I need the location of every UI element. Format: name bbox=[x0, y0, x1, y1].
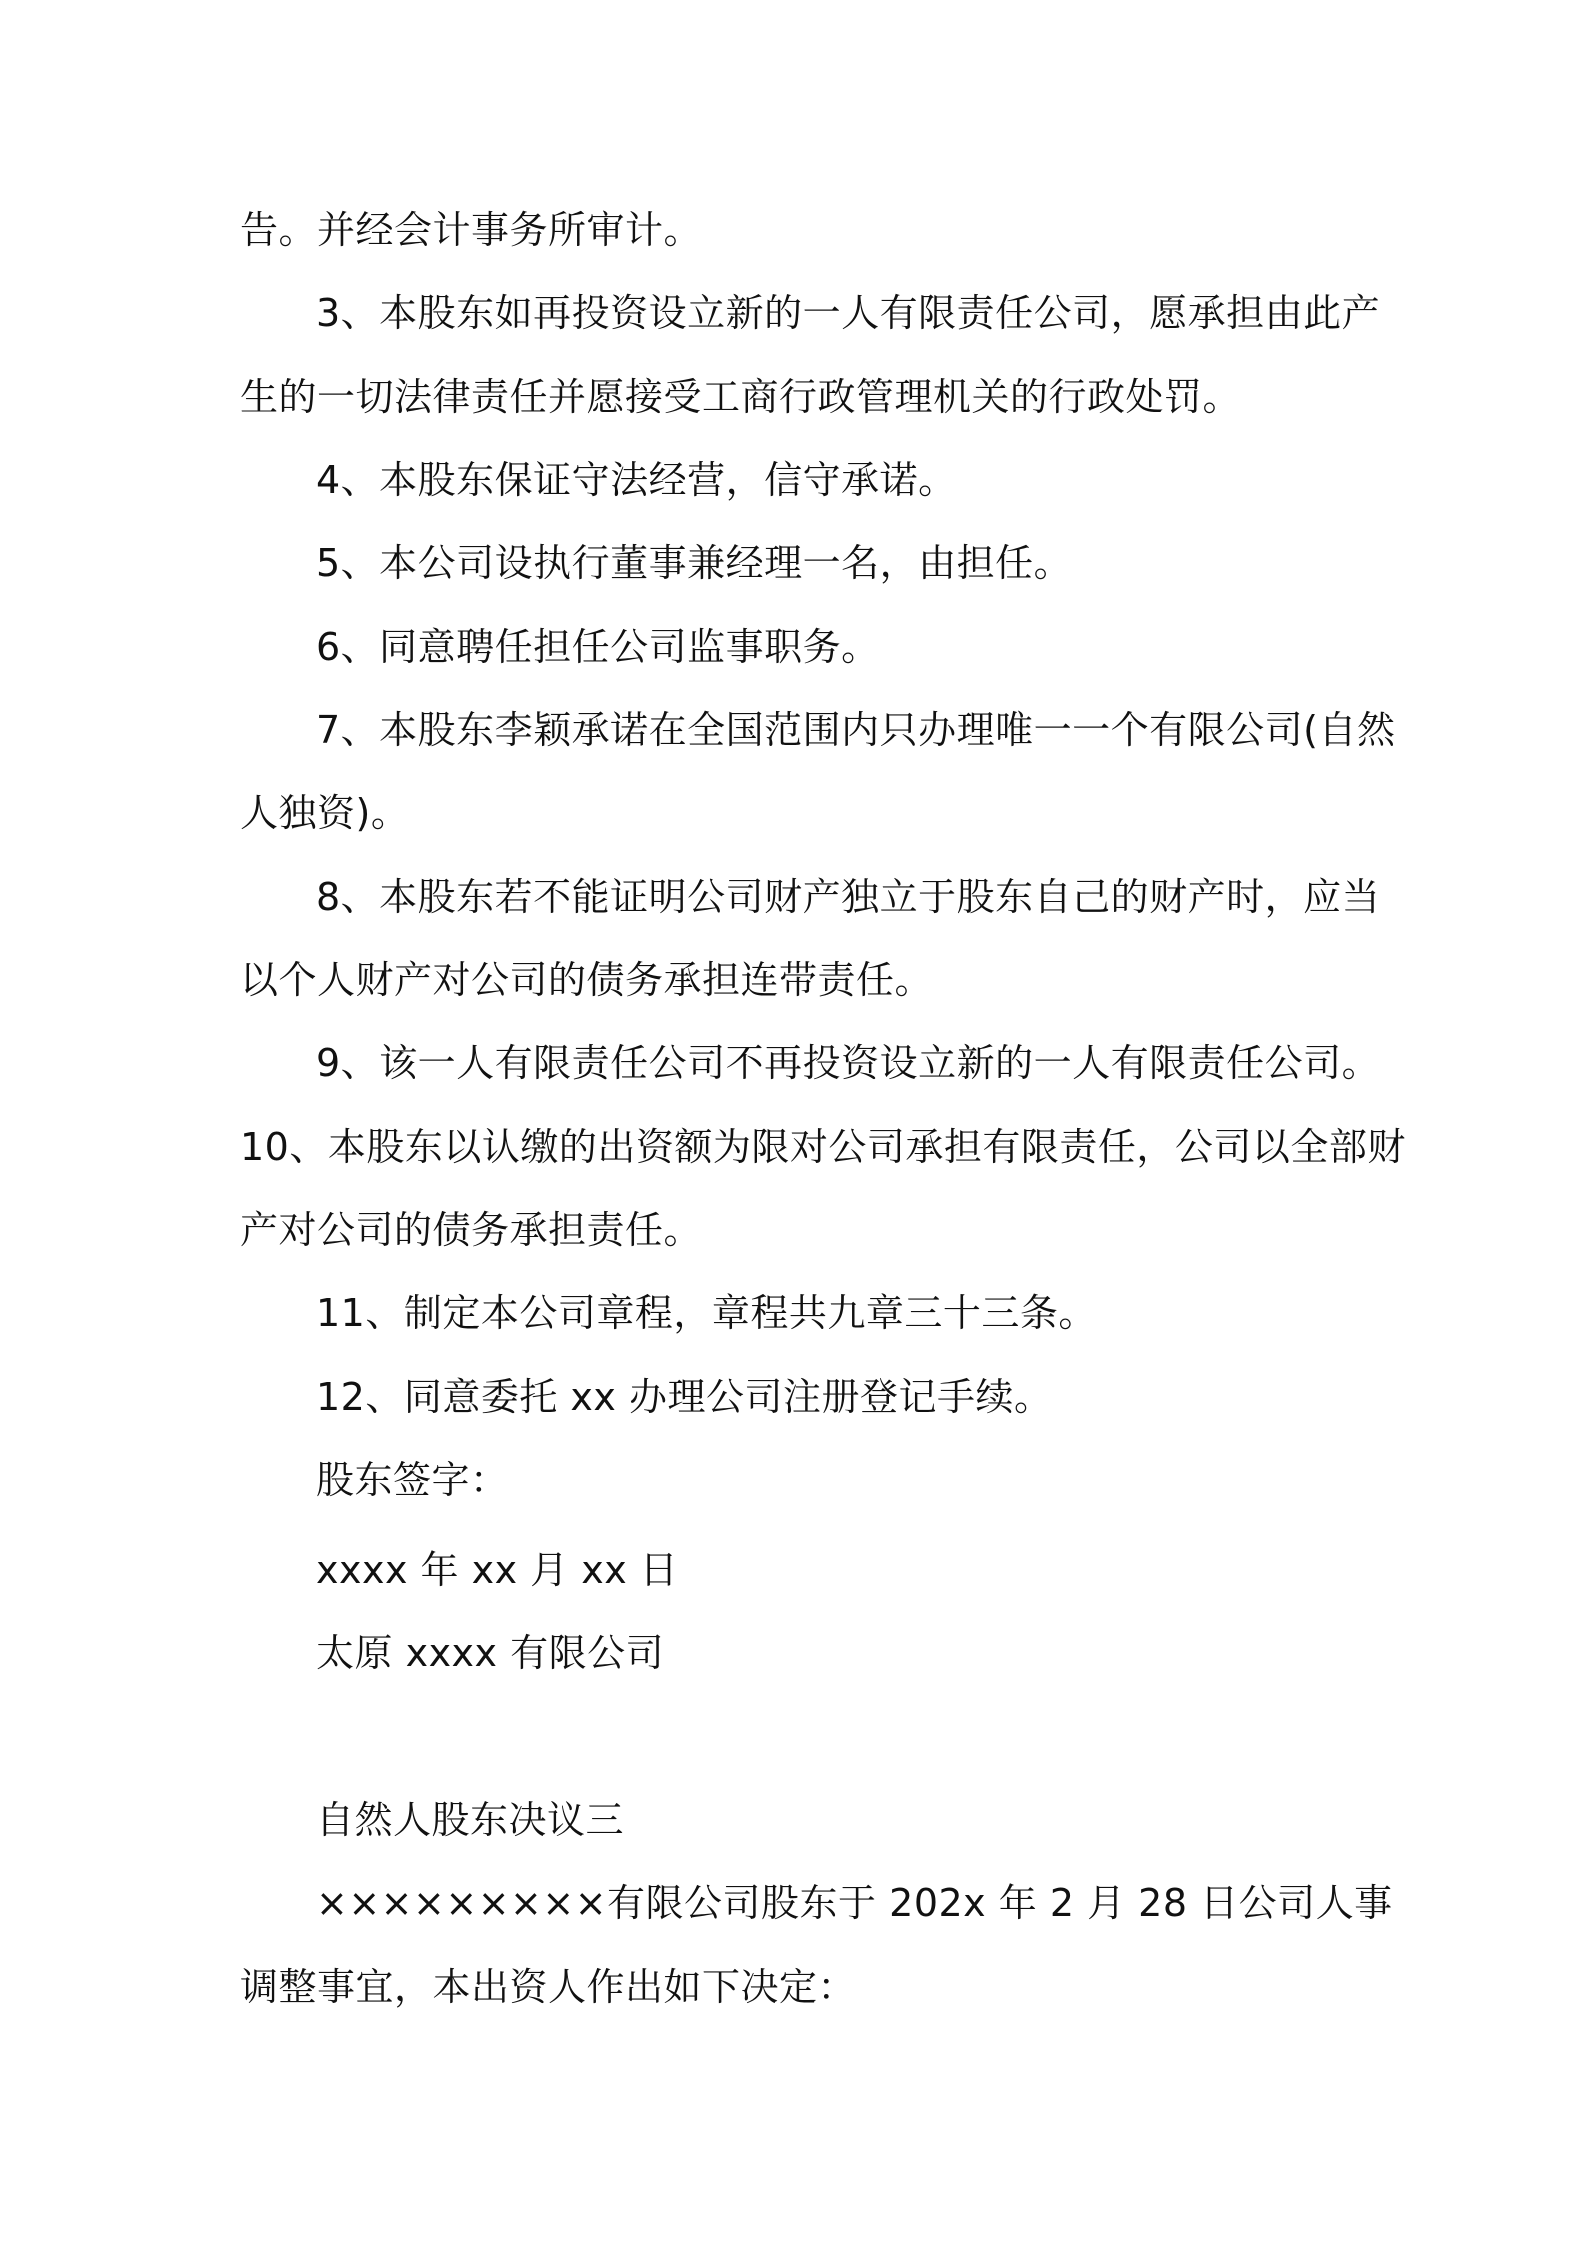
signature-label: 股东签字： bbox=[316, 1458, 509, 1502]
text-line: 产对公司的债务承担责任。 bbox=[240, 1208, 703, 1252]
text-line: 11、制定本公司章程，章程共九章三十三条。 bbox=[316, 1291, 1097, 1335]
date-line: xxxx 年 xx 月 xx 日 bbox=[316, 1548, 679, 1592]
section-heading: 自然人股东决议三 bbox=[316, 1798, 625, 1842]
text-line: 7、本股东李颖承诺在全国范围内只办理唯一一个有限公司(自然 bbox=[316, 708, 1396, 752]
text-line: 3、本股东如再投资设立新的一人有限责任公司，愿承担由此产 bbox=[316, 291, 1381, 335]
text-line: 以个人财产对公司的债务承担连带责任。 bbox=[240, 958, 934, 1002]
text-line: 6、同意聘任担任公司监事职务。 bbox=[316, 625, 880, 669]
text-line: 8、本股东若不能证明公司财产独立于股东自己的财产时，应当 bbox=[316, 875, 1381, 919]
text-line: 9、该一人有限责任公司不再投资设立新的一人有限责任公司。 bbox=[316, 1041, 1381, 1085]
text-line: 告。并经会计事务所审计。 bbox=[240, 208, 703, 252]
text-line: 调整事宜，本出资人作出如下决定： bbox=[240, 1965, 857, 2009]
text-line: 人独资)。 bbox=[240, 791, 410, 835]
text-line: 12、同意委托 xx 办理公司注册登记手续。 bbox=[316, 1375, 1053, 1419]
text-line: 4、本股东保证守法经营，信守承诺。 bbox=[316, 458, 957, 502]
text-line: 生的一切法律责任并愿接受工商行政管理机关的行政处罚。 bbox=[240, 375, 1242, 419]
text-line: ×××××××××有限公司股东于 202x 年 2 月 28 日公司人事 bbox=[316, 1881, 1393, 1925]
text-line: 10、本股东以认缴的出资额为限对公司承担有限责任，公司以全部财 bbox=[240, 1125, 1406, 1169]
text-line: 5、本公司设执行董事兼经理一名，由担任。 bbox=[316, 541, 1073, 585]
company-name: 太原 xxxx 有限公司 bbox=[316, 1631, 665, 1675]
